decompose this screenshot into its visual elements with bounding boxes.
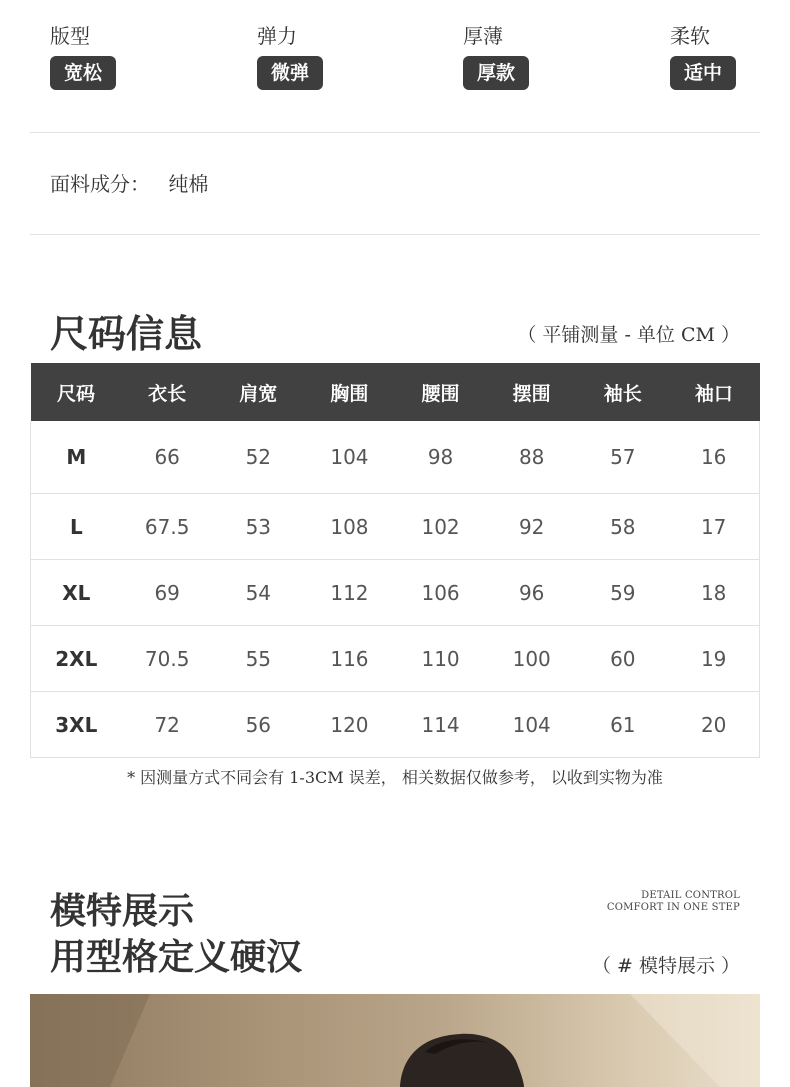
attribute-label: 柔软 <box>670 24 710 48</box>
header-cell: 胸围 <box>330 382 369 405</box>
model-section-tag: （ # 模特展示 ） <box>591 955 740 977</box>
table-row <box>31 494 760 560</box>
table-cell: 20 <box>668 692 759 758</box>
attribute-fit <box>50 22 116 90</box>
table-cell: 100 <box>486 626 577 692</box>
table-cell: 104 <box>304 421 395 494</box>
attribute-elasticity <box>257 22 323 90</box>
table-cell: 102 <box>395 494 486 560</box>
table-cell: 58 <box>577 494 668 560</box>
size-info-note: （ 平铺测量 - 单位 CM ） <box>517 324 740 346</box>
size-cell: M <box>31 421 122 494</box>
attribute-row <box>50 22 740 94</box>
table-cell: 53 <box>213 494 304 560</box>
attribute-label: 版型 <box>50 24 90 48</box>
attribute-label: 弹力 <box>257 24 297 48</box>
attribute-badge: 厚款 <box>463 56 529 90</box>
table-cell: 19 <box>668 626 759 692</box>
attribute-label: 厚薄 <box>463 24 503 48</box>
fabric-value: 纯棉 <box>168 172 209 196</box>
size-cell: 3XL <box>31 692 122 758</box>
table-cell: 88 <box>486 421 577 494</box>
table-cell: 98 <box>395 421 486 494</box>
header-cell: 衣长 <box>148 382 187 405</box>
header-cell: 腰围 <box>421 382 460 405</box>
model-photo <box>30 994 760 1087</box>
divider <box>30 234 760 235</box>
table-row <box>31 421 760 494</box>
table-cell: 70.5 <box>122 626 213 692</box>
size-cell: XL <box>31 560 122 626</box>
size-table <box>30 363 760 758</box>
table-cell: 17 <box>668 494 759 560</box>
measurement-footnote: * 因测量方式不同会有 1-3CM 误差， 相关数据仅做参考， 以收到实物为准 <box>127 768 663 787</box>
fabric-composition <box>50 168 208 197</box>
table-cell: 112 <box>304 560 395 626</box>
table-cell: 55 <box>213 626 304 692</box>
table-cell: 59 <box>577 560 668 626</box>
attribute-softness <box>670 22 736 90</box>
header-cell: 摆围 <box>512 382 551 405</box>
attribute-thickness <box>463 22 529 90</box>
size-cell: L <box>31 494 122 560</box>
table-cell: 57 <box>577 421 668 494</box>
header-cell: 袖长 <box>603 382 642 405</box>
model-title-line2: 用型格定义硬汉 <box>50 936 303 978</box>
fabric-label: 面料成分： <box>50 172 150 196</box>
header-cell: 袖口 <box>694 382 733 405</box>
table-cell: 120 <box>304 692 395 758</box>
table-row <box>31 626 760 692</box>
tagline-line1: DETAIL CONTROL <box>641 890 740 901</box>
table-cell: 69 <box>122 560 213 626</box>
table-cell: 18 <box>668 560 759 626</box>
attribute-badge: 宽松 <box>50 56 116 90</box>
header-cell: 肩宽 <box>239 382 278 405</box>
header-cell: 尺码 <box>57 382 96 405</box>
model-section-title <box>50 888 302 980</box>
table-cell: 92 <box>486 494 577 560</box>
divider <box>30 132 760 133</box>
table-cell: 108 <box>304 494 395 560</box>
english-tagline <box>607 890 740 914</box>
size-table-header <box>31 363 760 421</box>
size-info-title: 尺码信息 <box>50 311 203 356</box>
table-cell: 104 <box>486 692 577 758</box>
table-row <box>31 692 760 758</box>
table-cell: 56 <box>213 692 304 758</box>
model-photo-art <box>30 994 760 1087</box>
table-cell: 67.5 <box>122 494 213 560</box>
table-cell: 110 <box>395 626 486 692</box>
table-cell: 54 <box>213 560 304 626</box>
table-cell: 60 <box>577 626 668 692</box>
table-cell: 61 <box>577 692 668 758</box>
model-title-line1: 模特展示 <box>50 890 195 932</box>
table-cell: 116 <box>304 626 395 692</box>
table-cell: 96 <box>486 560 577 626</box>
table-cell: 106 <box>395 560 486 626</box>
tagline-line2: COMFORT IN ONE STEP <box>606 902 740 913</box>
table-cell: 52 <box>213 421 304 494</box>
attribute-badge: 适中 <box>670 56 736 90</box>
attribute-badge: 微弹 <box>257 56 323 90</box>
size-cell: 2XL <box>31 626 122 692</box>
table-cell: 114 <box>395 692 486 758</box>
table-cell: 66 <box>122 421 213 494</box>
table-cell: 16 <box>668 421 759 494</box>
table-row <box>31 560 760 626</box>
table-cell: 72 <box>122 692 213 758</box>
